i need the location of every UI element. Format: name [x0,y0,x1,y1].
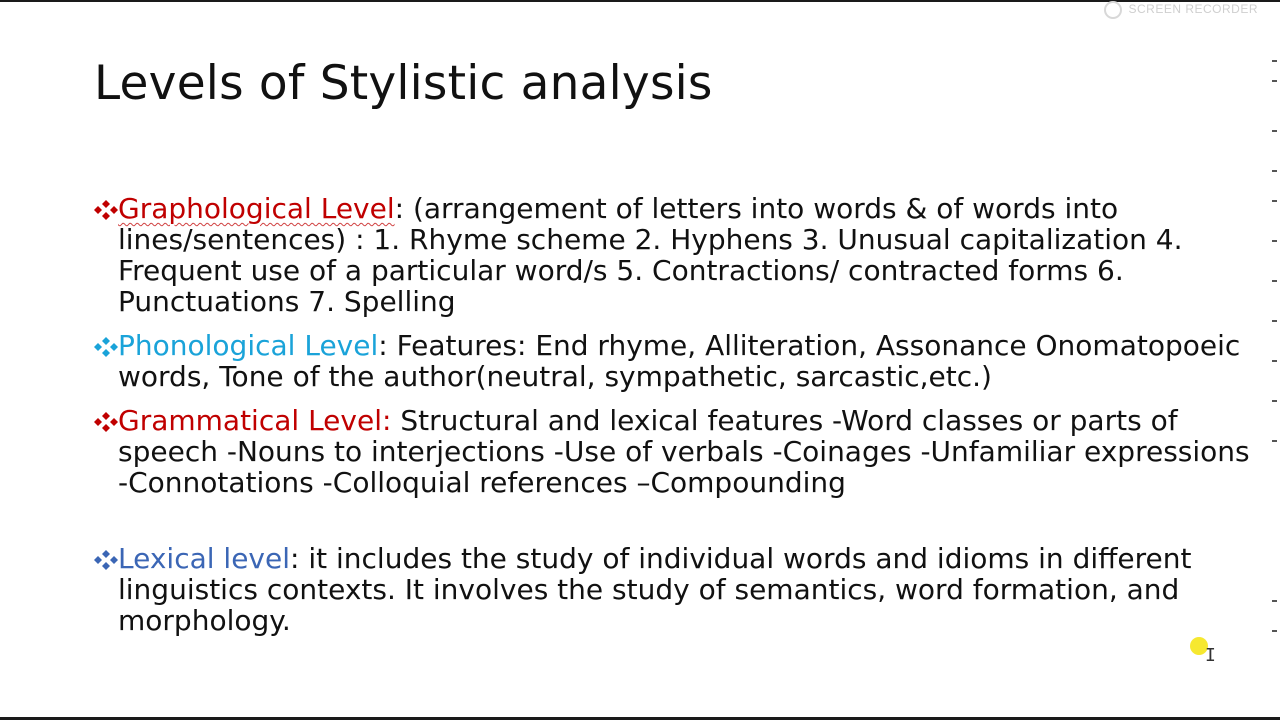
screen-recorder-watermark [1104,1,1258,19]
recorder-logo-icon [1104,1,1122,19]
bullet-grammatical [94,405,1254,498]
slide-body [94,193,1254,649]
lexical-term: Lexical level [118,542,291,575]
diamond-bullet-icon [94,337,118,357]
phonological-term: Phonological Level [118,329,379,362]
grammatical-term: Grammatical Level: [118,404,392,437]
slide-title: Levels of Stylistic analysis [94,56,713,111]
diamond-bullet-icon [94,200,118,220]
bullet-phonological [94,330,1254,392]
watermark-text: SCREEN RECORDER [1128,2,1258,17]
bullet-text: : (arrangement of letters into words & of words into lines/sentences) : 1. Rhyme scheme 2. Hyphens 3. Unusual capitalization 4. Frequent use of a particular word/s 5. Contractions/ contracted forms 6. Punctuations 7. Spelling [118,192,1183,318]
diamond-bullet-icon [94,550,118,570]
bullet-text: : Features: End rhyme, Alliteration, Assonance Onomatopoeic words, Tone of the author(neutral, sympathetic, sarcastic,etc.) [118,329,1241,393]
bullet-graphological [94,193,1254,317]
bullet-text: : it includes the study of individual words and idioms in different linguistics contexts. It involves the study of semantics, word formation, and morphology. [118,542,1192,637]
bullet-lexical [94,543,1254,636]
graphological-term: Graphological Level [118,192,395,225]
bullet-text: Structural and lexical features -Word classes or parts of speech -Nouns to interjections -Use of verbals -Coinages -Unfamiliar expressions -Connotations -Colloquial references –Compounding [118,404,1250,499]
top-border [0,0,1280,2]
diamond-bullet-icon [94,412,118,432]
side-scroll-marks [1270,40,1280,680]
text-cursor-icon: I [1205,645,1216,666]
bullet-term [118,192,395,225]
